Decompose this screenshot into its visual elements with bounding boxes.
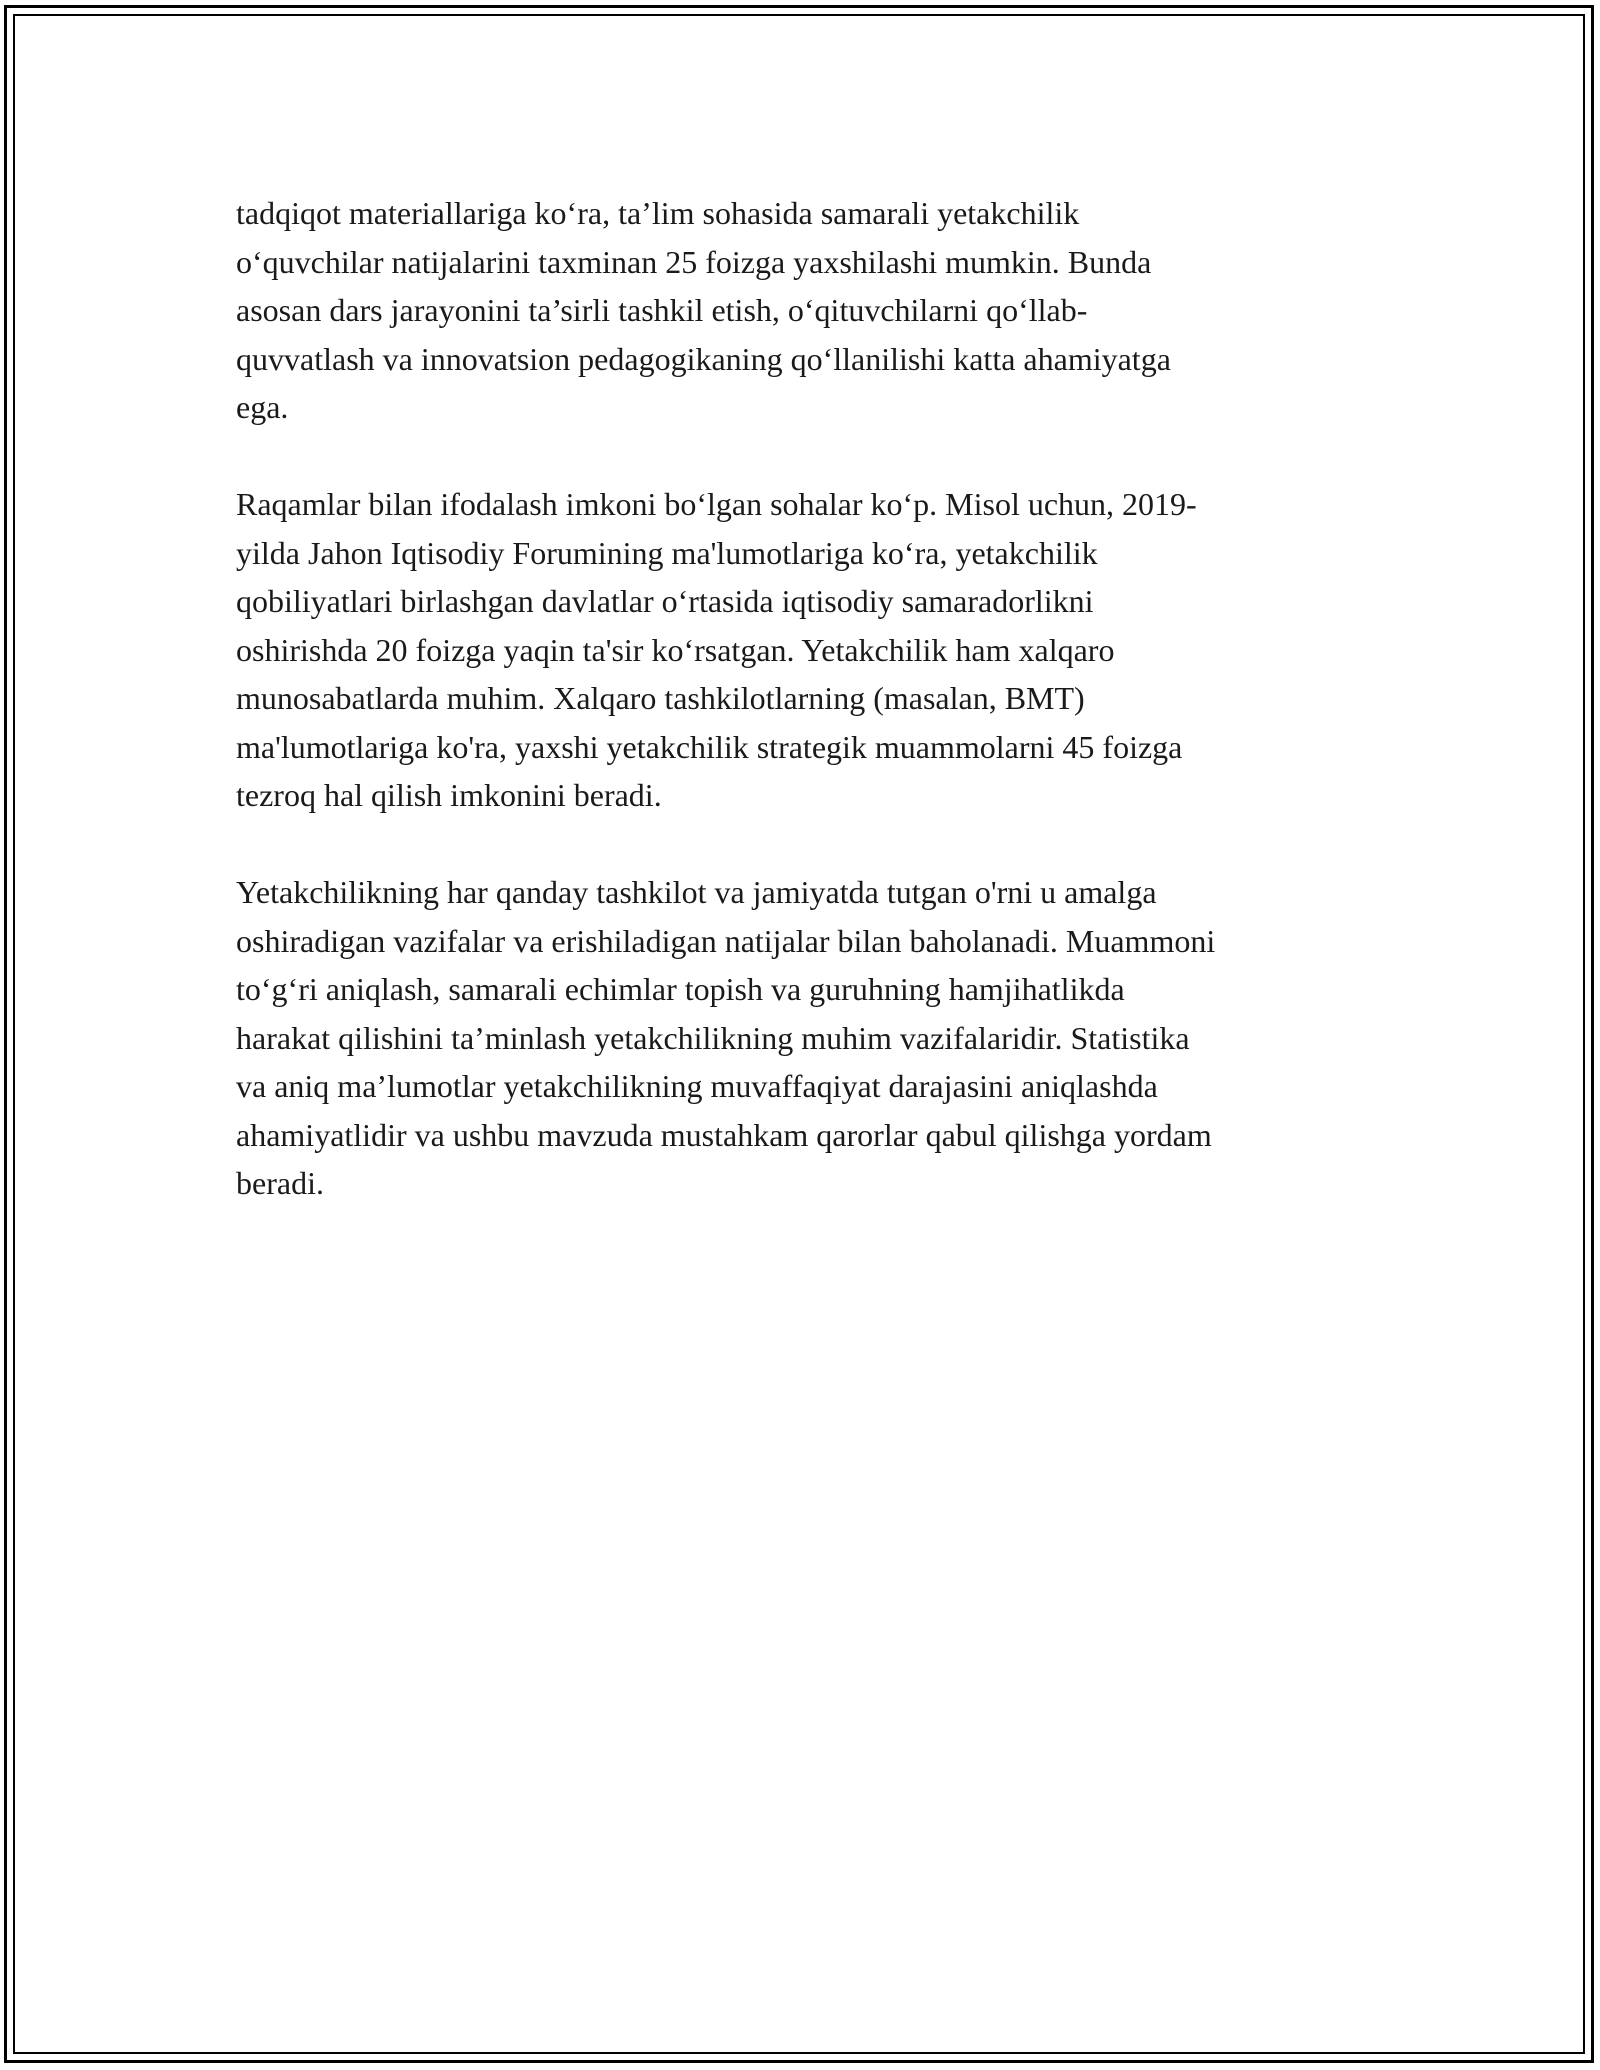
paragraph-3 (236, 868, 1366, 1208)
text-line: ma'lumotlariga ko'ra, yaxshi yetakchilik strategik muammolarni 45 foizga (236, 728, 1183, 765)
text-line: oshiradigan vazifalar va erishiladigan natijalar bilan baholanadi. Muammoni (236, 922, 1216, 959)
text-line: Raqamlar bilan ifodalash imkoni bo‘lgan sohalar ko‘p. Misol uchun, 2019- (236, 486, 1197, 522)
text-line: qobiliyatlari birlashgan davlatlar o‘rtasida iqtisodiy samaradorlikni (236, 583, 1094, 619)
text-line: tadqiqot materiallariga ko‘ra, ta’lim sohasida samarali yetakchilik (236, 195, 1080, 231)
text-line: harakat qilishini ta’minlash yetakchilikning muhim vazifalaridir. Statistika (236, 1019, 1190, 1056)
text-line: beradi. (236, 1165, 324, 1201)
text-line: Yetakchilikning har qanday tashkilot va jamiyatda tutgan o'rni u amalga (236, 874, 1157, 910)
text-line: munosabatlarda muhim. Xalqaro tashkilotlarning (masalan, BMT) (236, 680, 1085, 716)
text-line: quvvatlash va innovatsion pedagogikaning qo‘llanilishi katta ahamiyatga (236, 340, 1171, 377)
text-line: yilda Jahon Iqtisodiy Forumining ma'lumotlariga ko‘ra, yetakchilik (236, 534, 1098, 571)
text-line: oshirishda 20 foizga yaqin ta'sir ko‘rsatgan. Yetakchilik ham xalqaro (236, 631, 1115, 668)
text-line: ahamiyatlidir va ushbu mavzuda mustahkam qarorlar qabul qilishga yordam (236, 1116, 1212, 1153)
text-line: to‘g‘ri aniqlash, samarali echimlar topish va guruhning hamjihatlikda (236, 971, 1125, 1007)
document-body (236, 189, 1366, 1256)
text-line: va aniq ma’lumotlar yetakchilikning muvaffaqiyat darajasini aniqlashda (236, 1068, 1158, 1104)
paragraph-1 (236, 189, 1366, 432)
text-line: tezroq hal qilish imkonini beradi. (236, 777, 662, 813)
text-line: asosan dars jarayonini ta’sirli tashkil etish, o‘qituvchilarni qo‘llab- (236, 292, 1088, 328)
paragraph-2 (236, 480, 1366, 820)
text-line: ega. (236, 389, 289, 425)
text-line: o‘quvchilar natijalarini taxminan 25 foizga yaxshilashi mumkin. Bunda (236, 243, 1152, 280)
